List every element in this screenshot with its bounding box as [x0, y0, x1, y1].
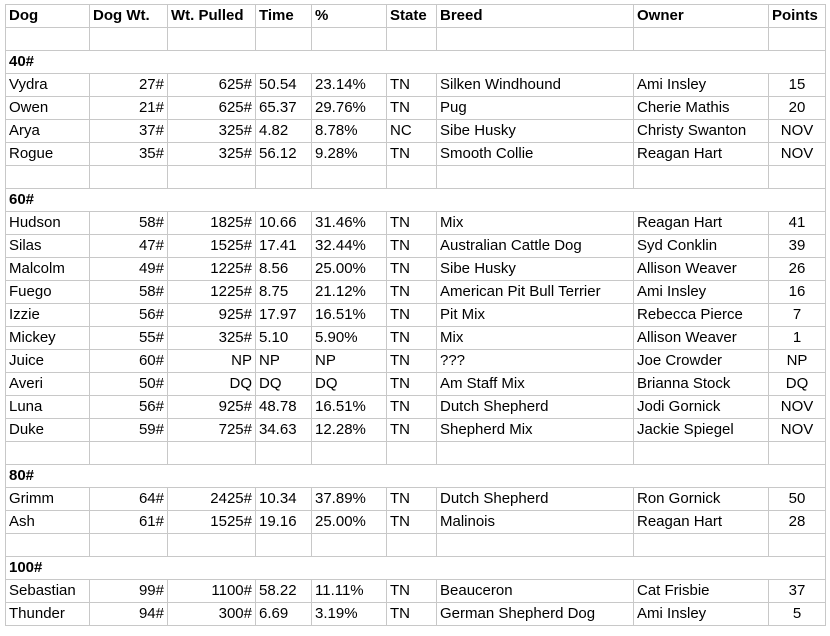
cell-time[interactable]: 10.66	[256, 212, 312, 235]
cell-state[interactable]: TN	[387, 396, 437, 419]
cell-owner[interactable]: Jackie Spiegel	[634, 419, 769, 442]
table-row	[6, 603, 826, 626]
cell-percent[interactable]: 16.51%	[312, 396, 387, 419]
cell-percent[interactable]: DQ	[312, 373, 387, 396]
cell-dog[interactable]: Duke	[6, 419, 90, 442]
cell-breed[interactable]: German Shepherd Dog	[437, 603, 634, 626]
cell-state[interactable]: TN	[387, 258, 437, 281]
col-header-time[interactable]: Time	[256, 5, 312, 28]
cell-owner[interactable]: Rebecca Pierce	[634, 304, 769, 327]
cell-points[interactable]: 39	[769, 235, 826, 258]
empty-cell[interactable]	[312, 534, 387, 557]
table-row	[6, 258, 826, 281]
cell-dog[interactable]: Luna	[6, 396, 90, 419]
cell-state[interactable]: TN	[387, 281, 437, 304]
empty-cell[interactable]	[312, 28, 387, 51]
cell-weight-pulled[interactable]: 625#	[168, 74, 256, 97]
cell-breed[interactable]: Smooth Collie	[437, 143, 634, 166]
cell-weight-pulled[interactable]: 1100#	[168, 580, 256, 603]
cell-time[interactable]: 58.22	[256, 580, 312, 603]
cell-percent[interactable]: 11.11%	[312, 580, 387, 603]
table-row	[6, 419, 826, 442]
cell-time[interactable]: 56.12	[256, 143, 312, 166]
cell-points[interactable]: 1	[769, 327, 826, 350]
cell-time[interactable]: 50.54	[256, 74, 312, 97]
weight-class-row	[6, 51, 826, 74]
cell-dog-weight[interactable]: 61#	[90, 511, 168, 534]
cell-owner[interactable]: Jodi Gornick	[634, 396, 769, 419]
empty-cell[interactable]	[90, 28, 168, 51]
cell-weight-pulled[interactable]: 725#	[168, 419, 256, 442]
cell-weight-pulled[interactable]: 300#	[168, 603, 256, 626]
cell-breed[interactable]: Sibe Husky	[437, 258, 634, 281]
cell-state[interactable]: TN	[387, 304, 437, 327]
cell-points[interactable]: DQ	[769, 373, 826, 396]
table-row	[6, 281, 826, 304]
cell-dog[interactable]: Arya	[6, 120, 90, 143]
empty-cell[interactable]	[769, 166, 826, 189]
cell-dog[interactable]: Hudson	[6, 212, 90, 235]
cell-weight-pulled[interactable]: 1225#	[168, 258, 256, 281]
cell-weight-pulled[interactable]: 325#	[168, 327, 256, 350]
table-row	[6, 120, 826, 143]
empty-cell[interactable]	[387, 534, 437, 557]
cell-breed[interactable]: Pug	[437, 97, 634, 120]
col-header-owner[interactable]: Owner	[634, 5, 769, 28]
blank-row	[6, 534, 826, 557]
cell-breed[interactable]: Mix	[437, 212, 634, 235]
cell-dog-weight[interactable]: 49#	[90, 258, 168, 281]
empty-cell[interactable]	[437, 28, 634, 51]
cell-percent[interactable]: 16.51%	[312, 304, 387, 327]
cell-owner[interactable]: Ami Insley	[634, 281, 769, 304]
cell-percent[interactable]: 31.46%	[312, 212, 387, 235]
cell-owner[interactable]: Allison Weaver	[634, 258, 769, 281]
empty-cell[interactable]	[437, 166, 634, 189]
cell-weight-pulled[interactable]: DQ	[168, 373, 256, 396]
cell-points[interactable]: 15	[769, 74, 826, 97]
cell-weight-pulled[interactable]: 1525#	[168, 511, 256, 534]
cell-weight-pulled[interactable]: 1225#	[168, 281, 256, 304]
cell-dog-weight[interactable]: 21#	[90, 97, 168, 120]
weight-class-label[interactable]: 40#	[6, 51, 826, 74]
empty-cell[interactable]	[769, 534, 826, 557]
cell-dog-weight[interactable]: 56#	[90, 396, 168, 419]
cell-dog[interactable]: Vydra	[6, 74, 90, 97]
cell-dog[interactable]: Rogue	[6, 143, 90, 166]
weight-class-label[interactable]: 80#	[6, 465, 826, 488]
table-row	[6, 396, 826, 419]
cell-percent[interactable]: 29.76%	[312, 97, 387, 120]
table-row	[6, 212, 826, 235]
col-header-dog-weight[interactable]: Dog Wt.	[90, 5, 168, 28]
cell-points[interactable]: 7	[769, 304, 826, 327]
empty-cell[interactable]	[634, 166, 769, 189]
cell-weight-pulled[interactable]: 1525#	[168, 235, 256, 258]
table-row	[6, 97, 826, 120]
weight-class-row	[6, 189, 826, 212]
table-row	[6, 327, 826, 350]
blank-row	[6, 442, 826, 465]
table-row	[6, 304, 826, 327]
cell-owner[interactable]: Christy Swanton	[634, 120, 769, 143]
cell-dog[interactable]: Owen	[6, 97, 90, 120]
cell-weight-pulled[interactable]: 2425#	[168, 488, 256, 511]
cell-owner[interactable]: Reagan Hart	[634, 143, 769, 166]
cell-percent[interactable]: 12.28%	[312, 419, 387, 442]
table-row	[6, 350, 826, 373]
empty-cell[interactable]	[90, 166, 168, 189]
cell-state[interactable]: TN	[387, 97, 437, 120]
cell-dog[interactable]: Mickey	[6, 327, 90, 350]
cell-breed[interactable]: Dutch Shepherd	[437, 396, 634, 419]
col-header-state[interactable]: State	[387, 5, 437, 28]
empty-cell[interactable]	[312, 166, 387, 189]
cell-percent[interactable]: 37.89%	[312, 488, 387, 511]
cell-dog-weight[interactable]: 94#	[90, 603, 168, 626]
empty-cell[interactable]	[387, 166, 437, 189]
cell-points[interactable]: 28	[769, 511, 826, 534]
cell-state[interactable]: TN	[387, 350, 437, 373]
cell-state[interactable]: TN	[387, 212, 437, 235]
empty-cell[interactable]	[437, 442, 634, 465]
cell-dog-weight[interactable]: 27#	[90, 74, 168, 97]
cell-dog[interactable]: Izzie	[6, 304, 90, 327]
empty-cell[interactable]	[168, 166, 256, 189]
cell-dog-weight[interactable]: 56#	[90, 304, 168, 327]
cell-percent[interactable]: NP	[312, 350, 387, 373]
cell-dog-weight[interactable]: 55#	[90, 327, 168, 350]
cell-points[interactable]: NOV	[769, 419, 826, 442]
cell-time[interactable]: NP	[256, 350, 312, 373]
blank-row	[6, 166, 826, 189]
cell-points[interactable]: 26	[769, 258, 826, 281]
cell-state[interactable]: TN	[387, 74, 437, 97]
empty-cell[interactable]	[168, 534, 256, 557]
cell-owner[interactable]: Allison Weaver	[634, 327, 769, 350]
cell-points[interactable]: 16	[769, 281, 826, 304]
cell-dog[interactable]: Silas	[6, 235, 90, 258]
cell-time[interactable]: DQ	[256, 373, 312, 396]
empty-cell[interactable]	[634, 442, 769, 465]
weight-class-label[interactable]: 100#	[6, 557, 826, 580]
empty-cell[interactable]	[256, 534, 312, 557]
results-table	[5, 4, 826, 626]
empty-cell[interactable]	[387, 28, 437, 51]
empty-cell[interactable]	[256, 166, 312, 189]
table-row	[6, 235, 826, 258]
cell-breed[interactable]: Am Staff Mix	[437, 373, 634, 396]
table-row	[6, 580, 826, 603]
cell-breed[interactable]: Malinois	[437, 511, 634, 534]
cell-time[interactable]: 19.16	[256, 511, 312, 534]
cell-owner[interactable]: Ami Insley	[634, 74, 769, 97]
empty-cell[interactable]	[6, 28, 90, 51]
cell-percent[interactable]: 25.00%	[312, 511, 387, 534]
cell-breed[interactable]: ???	[437, 350, 634, 373]
cell-breed[interactable]: Beauceron	[437, 580, 634, 603]
cell-state[interactable]: TN	[387, 143, 437, 166]
cell-owner[interactable]: Joe Crowder	[634, 350, 769, 373]
cell-dog-weight[interactable]: 35#	[90, 143, 168, 166]
blank-row	[6, 28, 826, 51]
cell-time[interactable]: 34.63	[256, 419, 312, 442]
cell-dog[interactable]: Sebastian	[6, 580, 90, 603]
cell-time[interactable]: 4.82	[256, 120, 312, 143]
cell-dog[interactable]: Ash	[6, 511, 90, 534]
empty-cell[interactable]	[168, 442, 256, 465]
cell-owner[interactable]: Reagan Hart	[634, 212, 769, 235]
table-row	[6, 488, 826, 511]
cell-points[interactable]: NP	[769, 350, 826, 373]
col-header-weight-pulled[interactable]: Wt. Pulled	[168, 5, 256, 28]
cell-dog[interactable]: Malcolm	[6, 258, 90, 281]
empty-cell[interactable]	[387, 442, 437, 465]
cell-time[interactable]: 48.78	[256, 396, 312, 419]
cell-breed[interactable]: American Pit Bull Terrier	[437, 281, 634, 304]
empty-cell[interactable]	[769, 442, 826, 465]
cell-state[interactable]: TN	[387, 235, 437, 258]
cell-dog[interactable]: Grimm	[6, 488, 90, 511]
cell-points[interactable]: 5	[769, 603, 826, 626]
cell-state[interactable]: NC	[387, 120, 437, 143]
cell-time[interactable]: 6.69	[256, 603, 312, 626]
cell-points[interactable]: 37	[769, 580, 826, 603]
empty-cell[interactable]	[256, 28, 312, 51]
col-header-points[interactable]: Points	[769, 5, 826, 28]
cell-points[interactable]: 50	[769, 488, 826, 511]
col-header-breed[interactable]: Breed	[437, 5, 634, 28]
col-header-dog[interactable]: Dog	[6, 5, 90, 28]
empty-cell[interactable]	[312, 442, 387, 465]
cell-percent[interactable]: 32.44%	[312, 235, 387, 258]
cell-dog-weight[interactable]: 37#	[90, 120, 168, 143]
cell-owner[interactable]: Cat Frisbie	[634, 580, 769, 603]
cell-dog-weight[interactable]: 50#	[90, 373, 168, 396]
cell-breed[interactable]: Pit Mix	[437, 304, 634, 327]
cell-time[interactable]: 10.34	[256, 488, 312, 511]
cell-weight-pulled[interactable]: 625#	[168, 97, 256, 120]
cell-state[interactable]: TN	[387, 373, 437, 396]
cell-dog-weight[interactable]: 59#	[90, 419, 168, 442]
cell-breed[interactable]: Sibe Husky	[437, 120, 634, 143]
cell-percent[interactable]: 23.14%	[312, 74, 387, 97]
cell-points[interactable]: NOV	[769, 143, 826, 166]
cell-dog[interactable]: Thunder	[6, 603, 90, 626]
empty-cell[interactable]	[437, 534, 634, 557]
cell-owner[interactable]: Brianna Stock	[634, 373, 769, 396]
cell-dog-weight[interactable]: 58#	[90, 281, 168, 304]
weight-class-label[interactable]: 60#	[6, 189, 826, 212]
table-row	[6, 373, 826, 396]
cell-weight-pulled[interactable]: 1825#	[168, 212, 256, 235]
cell-state[interactable]: TN	[387, 327, 437, 350]
empty-cell[interactable]	[90, 442, 168, 465]
cell-percent[interactable]: 3.19%	[312, 603, 387, 626]
empty-cell[interactable]	[6, 534, 90, 557]
cell-weight-pulled[interactable]: NP	[168, 350, 256, 373]
cell-time[interactable]: 17.97	[256, 304, 312, 327]
table-row	[6, 74, 826, 97]
empty-cell[interactable]	[256, 442, 312, 465]
empty-cell[interactable]	[90, 534, 168, 557]
cell-percent[interactable]: 8.78%	[312, 120, 387, 143]
cell-dog-weight[interactable]: 58#	[90, 212, 168, 235]
cell-dog-weight[interactable]: 60#	[90, 350, 168, 373]
cell-state[interactable]: TN	[387, 580, 437, 603]
table-row	[6, 143, 826, 166]
cell-state[interactable]: TN	[387, 488, 437, 511]
table-body	[6, 28, 826, 626]
cell-percent[interactable]: 25.00%	[312, 258, 387, 281]
cell-breed[interactable]: Dutch Shepherd	[437, 488, 634, 511]
empty-cell[interactable]	[6, 166, 90, 189]
cell-dog[interactable]: Fuego	[6, 281, 90, 304]
cell-breed[interactable]: Silken Windhound	[437, 74, 634, 97]
empty-cell[interactable]	[634, 28, 769, 51]
empty-cell[interactable]	[168, 28, 256, 51]
cell-state[interactable]: TN	[387, 603, 437, 626]
cell-time[interactable]: 65.37	[256, 97, 312, 120]
cell-time[interactable]: 8.56	[256, 258, 312, 281]
empty-cell[interactable]	[769, 28, 826, 51]
empty-cell[interactable]	[634, 534, 769, 557]
cell-state[interactable]: TN	[387, 511, 437, 534]
cell-time[interactable]: 17.41	[256, 235, 312, 258]
cell-dog[interactable]: Averi	[6, 373, 90, 396]
weight-class-row	[6, 465, 826, 488]
header-row	[6, 5, 826, 28]
cell-percent[interactable]: 5.90%	[312, 327, 387, 350]
cell-owner[interactable]: Ami Insley	[634, 603, 769, 626]
cell-owner[interactable]: Reagan Hart	[634, 511, 769, 534]
cell-dog-weight[interactable]: 99#	[90, 580, 168, 603]
cell-weight-pulled[interactable]: 325#	[168, 143, 256, 166]
cell-percent[interactable]: 21.12%	[312, 281, 387, 304]
cell-owner[interactable]: Ron Gornick	[634, 488, 769, 511]
cell-dog-weight[interactable]: 64#	[90, 488, 168, 511]
cell-breed[interactable]: Shepherd Mix	[437, 419, 634, 442]
cell-points[interactable]: NOV	[769, 396, 826, 419]
cell-weight-pulled[interactable]: 325#	[168, 120, 256, 143]
cell-points[interactable]: NOV	[769, 120, 826, 143]
cell-weight-pulled[interactable]: 925#	[168, 304, 256, 327]
cell-breed[interactable]: Australian Cattle Dog	[437, 235, 634, 258]
cell-time[interactable]: 8.75	[256, 281, 312, 304]
cell-dog-weight[interactable]: 47#	[90, 235, 168, 258]
empty-cell[interactable]	[6, 442, 90, 465]
cell-points[interactable]: 41	[769, 212, 826, 235]
cell-breed[interactable]: Mix	[437, 327, 634, 350]
col-header-percent[interactable]: %	[312, 5, 387, 28]
cell-dog[interactable]: Juice	[6, 350, 90, 373]
cell-time[interactable]: 5.10	[256, 327, 312, 350]
cell-state[interactable]: TN	[387, 419, 437, 442]
cell-owner[interactable]: Cherie Mathis	[634, 97, 769, 120]
table-row	[6, 511, 826, 534]
weight-class-row	[6, 557, 826, 580]
cell-owner[interactable]: Syd Conklin	[634, 235, 769, 258]
cell-points[interactable]: 20	[769, 97, 826, 120]
cell-percent[interactable]: 9.28%	[312, 143, 387, 166]
cell-weight-pulled[interactable]: 925#	[168, 396, 256, 419]
